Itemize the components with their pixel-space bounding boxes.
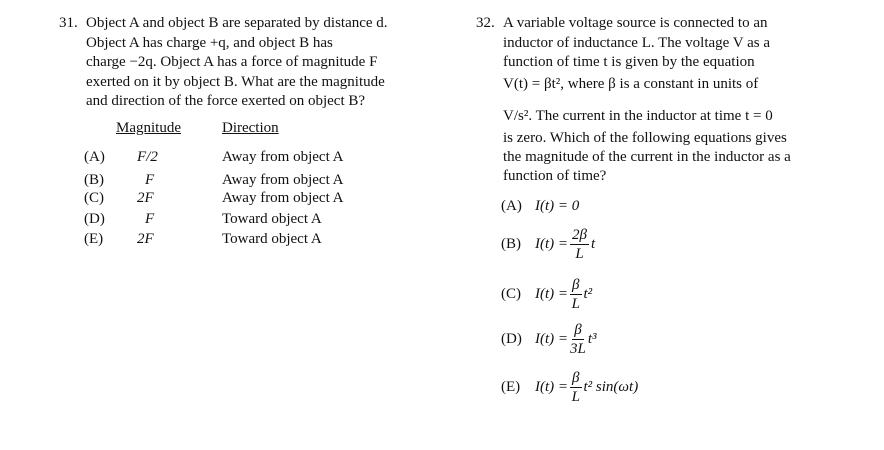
choice-rest: t² <box>583 286 593 302</box>
choice-rest: t³ <box>587 331 597 347</box>
q32-line-1 <box>476 14 856 34</box>
q32-line-2: inductor of inductance L. The voltage V as a <box>503 34 771 51</box>
choice-magnitude: F/2 <box>137 149 158 165</box>
choice-magnitude: F <box>145 211 155 227</box>
question-31 <box>59 14 439 247</box>
q32-tail-2: the magnitude of the current in the inductor as a <box>503 149 791 165</box>
choice-direction: Away from object A <box>222 172 344 188</box>
choice-rest: t² sin(ωt) <box>583 379 639 395</box>
choice-label: (C) <box>501 286 521 302</box>
choice-label: (A) <box>84 149 105 165</box>
choice-lhs: I(t) = <box>535 379 569 395</box>
fraction <box>570 321 586 358</box>
choice-row[interactable] <box>59 231 439 251</box>
fraction <box>570 276 581 313</box>
choice-magnitude: 2F <box>137 190 154 206</box>
choice-label: (B) <box>84 172 104 188</box>
q32-tail-1: is zero. Which of the following equations gives <box>503 130 787 146</box>
denominator: L <box>571 389 580 405</box>
choice-row[interactable] <box>501 369 638 406</box>
q31-line-4: exerted on it by object B. What are the magnitude <box>86 73 385 90</box>
choice-row[interactable] <box>501 276 592 313</box>
q31-line-1 <box>59 14 439 34</box>
choice-lhs: I(t) = <box>535 331 569 347</box>
q32-text-1: A variable voltage source is connected to an <box>503 15 768 31</box>
header-direction: Direction <box>222 120 279 136</box>
choice-equation: I(t) = 0 <box>535 198 580 214</box>
q31-line-5: and direction of the force exerted on object B? <box>86 93 366 110</box>
choice-row[interactable] <box>59 211 439 231</box>
q32-tail-3: function of time? <box>503 168 607 184</box>
choice-magnitude: F <box>145 172 155 188</box>
q31-number: 31. <box>59 15 78 31</box>
choice-direction: Toward object A <box>222 231 322 247</box>
choice-direction: Away from object A <box>222 149 344 165</box>
choice-label: (B) <box>501 236 521 252</box>
q31-line-2: Object A has charge +q, and object B has <box>86 34 333 51</box>
choice-lhs: I(t) = <box>535 236 569 252</box>
numerator: β <box>572 370 580 386</box>
choice-label: (E) <box>84 231 104 247</box>
choice-direction: Toward object A <box>222 211 322 227</box>
choice-rest: t <box>591 236 596 252</box>
choice-label: (D) <box>84 211 105 227</box>
fraction <box>570 226 589 263</box>
numerator: 2β <box>572 227 588 243</box>
numerator: β <box>572 277 580 293</box>
fraction <box>570 369 581 406</box>
denominator: 3L <box>570 341 586 357</box>
choice-row[interactable] <box>501 321 597 358</box>
choice-row[interactable] <box>501 226 595 263</box>
choice-label: (A) <box>501 198 522 214</box>
q31-text-1: Object A and object B are separated by distance d. <box>86 15 388 31</box>
denominator: L <box>571 296 580 312</box>
header-magnitude: Magnitude <box>116 120 181 136</box>
choice-row[interactable] <box>59 172 439 192</box>
q32-number: 32. <box>476 15 495 31</box>
choice-row[interactable] <box>59 149 439 169</box>
choice-row[interactable] <box>59 190 439 210</box>
choice-label: (C) <box>84 190 104 206</box>
choice-label: (E) <box>501 379 521 395</box>
q32-equation-line: V(t) = βt², where β is a constant in units of <box>503 76 759 92</box>
choice-row[interactable] <box>501 198 579 215</box>
q31-line-3: charge −2q. Object A has a force of magnitude F <box>86 54 378 71</box>
choice-lhs: I(t) = <box>535 286 569 302</box>
numerator: β <box>574 322 582 338</box>
q32-units-line: V/s². The current in the inductor at time t = 0 <box>503 108 773 124</box>
q32-line-3: function of time t is given by the equation <box>503 54 755 71</box>
choice-direction: Away from object A <box>222 190 344 206</box>
denominator: L <box>575 246 584 262</box>
choice-label: (D) <box>501 331 522 347</box>
choice-magnitude: 2F <box>137 231 154 247</box>
